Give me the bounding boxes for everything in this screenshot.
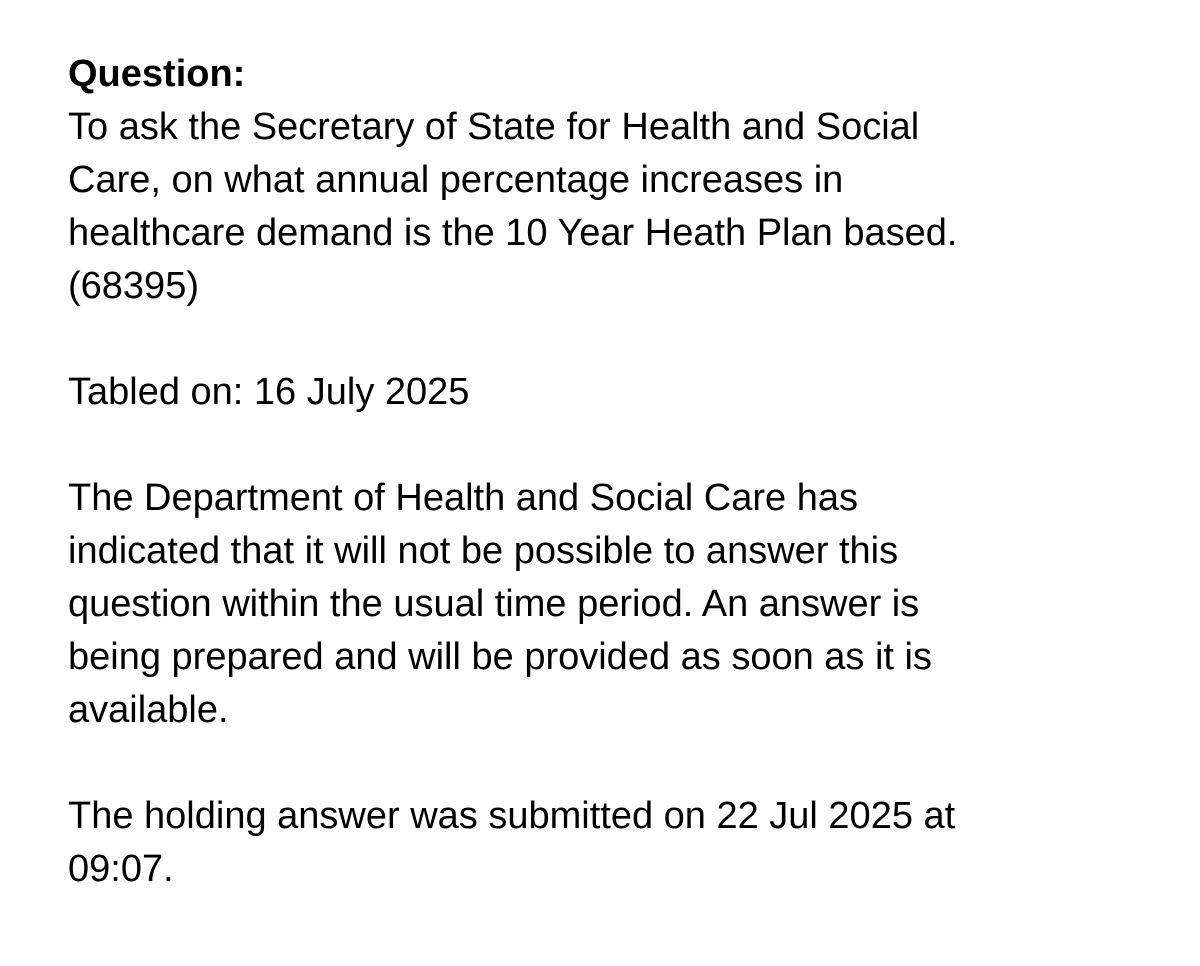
question-heading: Question: bbox=[68, 53, 246, 95]
status-line: available. bbox=[68, 689, 229, 731]
question-text bbox=[68, 101, 1148, 313]
status-line: question within the usual time period. An answer is bbox=[68, 583, 920, 625]
status-line: indicated that it will not be possible to answer this bbox=[68, 530, 899, 572]
question-reference: (68395) bbox=[68, 265, 199, 307]
question-line: To ask the Secretary of State for Health and Social bbox=[68, 106, 920, 148]
parliamentary-question-document bbox=[68, 48, 1148, 896]
status-line: being prepared and will be provided as soon as it is bbox=[68, 636, 932, 678]
holding-line: 09:07. bbox=[68, 848, 174, 890]
question-line: healthcare demand is the 10 Year Heath Plan based. bbox=[68, 212, 958, 254]
status-line: The Department of Health and Social Care has bbox=[68, 477, 858, 519]
question-line: Care, on what annual percentage increases in bbox=[68, 159, 844, 201]
tabled-date: Tabled on: 16 July 2025 bbox=[68, 371, 470, 413]
status-notice bbox=[68, 472, 1148, 737]
holding-line: The holding answer was submitted on 22 Jul 2025 at bbox=[68, 795, 956, 837]
holding-answer-notice bbox=[68, 790, 1148, 896]
